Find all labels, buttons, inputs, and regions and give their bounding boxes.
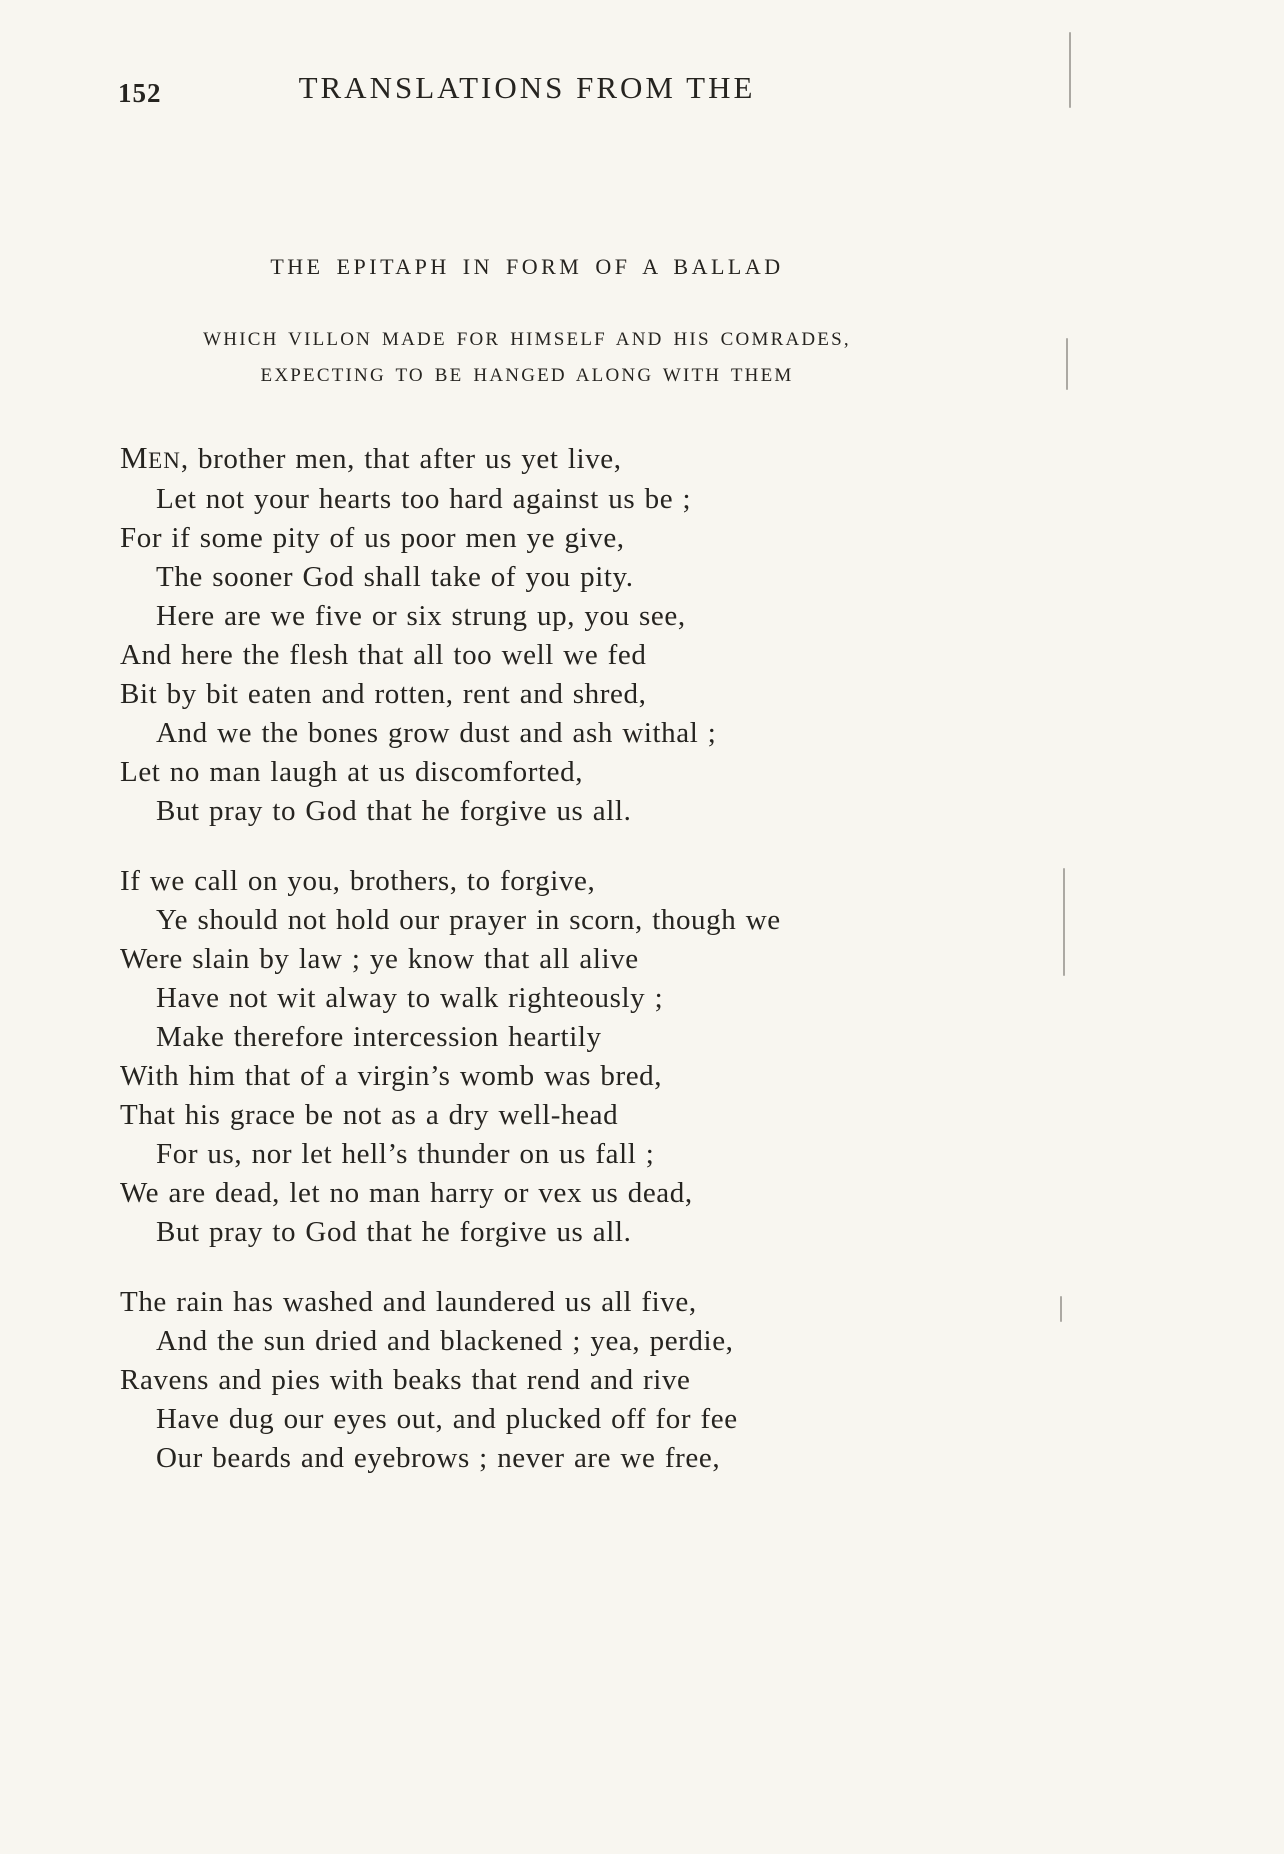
running-title: TRANSLATIONS FROM THE xyxy=(298,70,756,105)
poem-title: THE EPITAPH IN FORM OF A BALLAD xyxy=(270,254,784,279)
poem-line: Have not wit alway to walk righteously ; xyxy=(156,982,664,1014)
poem-line: If we call on you, brothers, to forgive, xyxy=(120,865,596,897)
poem-line: Make therefore intercession heartily xyxy=(156,1021,602,1053)
poem-line: With him that of a virgin’s womb was bred, xyxy=(120,1060,663,1092)
lead-small-caps: EN xyxy=(148,448,181,473)
poem-line: Let no man laugh at us discomforted, xyxy=(120,756,584,788)
lead-capital: M xyxy=(120,440,149,475)
scan-edge-mark xyxy=(1066,338,1068,390)
poem-line: The sooner God shall take of you pity. xyxy=(156,561,634,593)
poem-line: Have dug our eyes out, and plucked off for fee xyxy=(156,1403,738,1435)
poem-subtitle xyxy=(60,322,994,394)
scan-edge-mark xyxy=(1063,868,1065,976)
poem-subtitle-line: EXPECTING TO BE HANGED ALONG WITH THEM xyxy=(260,365,794,386)
poem-line: That his grace be not as a dry well-head xyxy=(120,1099,619,1131)
poem-line: MEN, brother men, that after us yet live, xyxy=(120,440,622,475)
poem-line: Ravens and pies with beaks that rend and rive xyxy=(120,1364,691,1396)
poem-line: But pray to God that he forgive us all. xyxy=(156,795,632,827)
scan-edge-mark xyxy=(1060,1296,1062,1322)
poem-line: Here are we five or six strung up, you see, xyxy=(156,600,686,632)
stanza xyxy=(120,438,980,831)
page-number: 152 xyxy=(118,78,162,108)
poem-line: Bit by bit eaten and rotten, rent and shred, xyxy=(120,678,647,710)
poem-line: For if some pity of us poor men ye give, xyxy=(120,522,625,554)
poem-line: We are dead, let no man harry or vex us dead, xyxy=(120,1177,693,1209)
stanza xyxy=(120,862,980,1252)
poem-line: The rain has washed and laundered us all five, xyxy=(120,1286,697,1318)
poem-line: But pray to God that he forgive us all. xyxy=(156,1216,632,1248)
poem-subtitle-line: WHICH VILLON MADE FOR HIMSELF AND HIS COMRADES, xyxy=(203,329,851,350)
poem-line: And here the flesh that all too well we fed xyxy=(120,639,647,671)
poem-body xyxy=(120,438,980,1509)
poem-line: Our beards and eyebrows ; never are we free, xyxy=(156,1442,721,1474)
poem-line: Let not your hearts too hard against us be ; xyxy=(156,483,692,515)
poem-line: Were slain by law ; ye know that all alive xyxy=(120,943,639,975)
poem-line: Ye should not hold our prayer in scorn, though we xyxy=(156,904,781,936)
poem-line: And the sun dried and blackened ; yea, perdie, xyxy=(156,1325,734,1357)
poem-line: For us, nor let hell’s thunder on us fall ; xyxy=(156,1138,655,1170)
poem-line: And we the bones grow dust and ash withal ; xyxy=(156,717,717,749)
page-header xyxy=(118,70,936,112)
stanza xyxy=(120,1283,980,1478)
scan-edge-mark xyxy=(1069,32,1071,108)
